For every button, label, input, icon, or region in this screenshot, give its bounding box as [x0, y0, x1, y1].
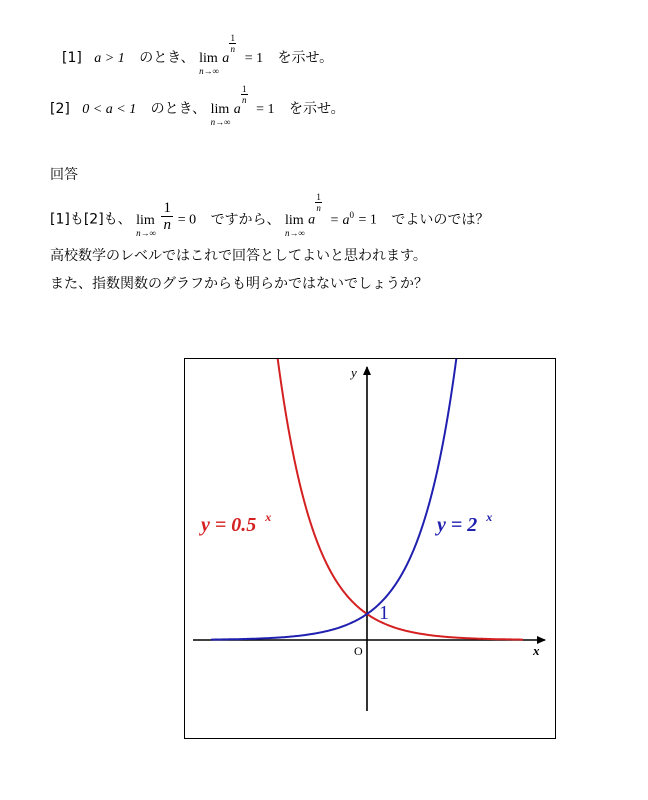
- blue-curve: [211, 359, 457, 640]
- y-axis-label: y: [351, 365, 357, 380]
- answer-desukara: ですから、: [210, 211, 281, 228]
- intercept-label: 1: [379, 602, 389, 624]
- red-curve: [277, 359, 523, 640]
- problem-2-tag: [2]: [50, 101, 70, 117]
- graph-frame: [184, 358, 556, 739]
- problem-2-rhs: = 1: [256, 102, 275, 117]
- problem-1-exponent: [229, 33, 236, 54]
- axes: [193, 367, 545, 711]
- problem-2-particle: のとき、: [150, 101, 207, 117]
- answer-heading: 回答: [50, 167, 78, 183]
- lim-subscript: n→∞: [136, 227, 157, 238]
- exp-numerator: 1: [230, 33, 235, 43]
- answer-eq-a: = a: [329, 212, 350, 228]
- blue-curve-label-text: y = 2: [437, 514, 478, 536]
- answer-fraction: [161, 200, 173, 233]
- lim-subscript: n→∞: [210, 117, 231, 127]
- exp-numerator: 1: [241, 84, 247, 94]
- exp-denominator: n: [241, 95, 247, 105]
- answer-line-1: [50, 192, 490, 238]
- answer-line-3: また、指数関数のグラフからも明らかではないでしょうか？: [50, 276, 428, 292]
- answer-line-1-tail: でよいのでは？: [391, 211, 490, 228]
- red-curve-label: [199, 510, 271, 536]
- origin-label: O: [354, 644, 363, 658]
- blue-curve-label-exponent: x: [486, 510, 493, 524]
- problem-1-rhs: = 1: [244, 51, 264, 66]
- lim-text: lim: [285, 212, 304, 228]
- lim-text: lim: [199, 51, 218, 66]
- problem-1: [62, 33, 334, 76]
- red-curve-label-text: y = 0.5: [201, 514, 257, 536]
- exponential-graph: [185, 359, 555, 738]
- exp-numerator: 1: [316, 192, 321, 202]
- problem-1-particle: のとき、: [139, 50, 195, 66]
- problem-1-tag: [1]: [62, 50, 82, 66]
- exp-denominator: n: [316, 203, 321, 213]
- answer-lim-1: [136, 212, 157, 238]
- blue-curve-label: [435, 510, 492, 536]
- answer-prefix: [1]も[2]も、: [50, 211, 132, 228]
- problem-1-tail: を示せ。: [277, 50, 334, 66]
- problem-2-tail: を示せ。: [289, 101, 345, 117]
- answer-exponent: [315, 192, 322, 213]
- lim-subscript: n→∞: [199, 66, 220, 76]
- answer-a-exponent: 0: [349, 209, 355, 220]
- x-axis-label: x: [533, 643, 540, 658]
- lim-subscript: n→∞: [285, 227, 305, 238]
- fraction-denominator: n: [163, 217, 171, 233]
- problem-2: [50, 84, 345, 127]
- answer-line-2: 高校数学のレベルではこれで回答としてよいと思われます。: [50, 248, 427, 264]
- answer-base: a: [308, 212, 316, 228]
- problem-2-condition: 0 < a < 1: [82, 102, 137, 117]
- answer-eq-one: = 1: [358, 212, 377, 228]
- problem-2-base: a: [233, 102, 241, 117]
- problem-2-exponent: [241, 84, 248, 105]
- lim-text: lim: [136, 212, 155, 228]
- answer-eq-zero: = 0: [177, 212, 197, 228]
- red-curve-label-exponent: x: [265, 510, 272, 524]
- problem-1-base: a: [222, 51, 230, 66]
- fraction-numerator: 1: [163, 200, 171, 216]
- exp-denominator: n: [230, 44, 235, 54]
- problem-1-condition: a > 1: [94, 51, 125, 66]
- problem-2-lim: [210, 102, 231, 127]
- lim-text: lim: [210, 102, 230, 117]
- answer-lim-2: [285, 212, 305, 238]
- problem-1-lim: [199, 51, 220, 76]
